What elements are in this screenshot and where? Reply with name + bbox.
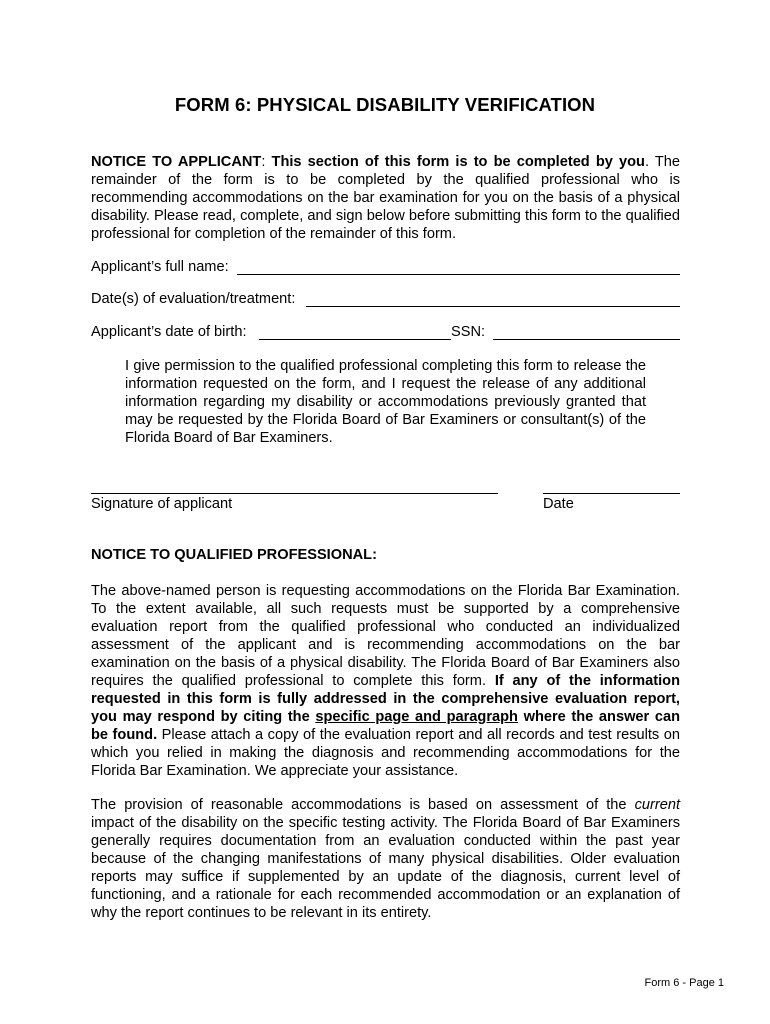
notice-professional-paragraph-1 <box>91 582 680 780</box>
para1-text: The above-named person is requesting accommodations on the Florida Bar Examination. To the extent available, all such requests must be supported by a comprehensive evaluation report from the qualified professional who conducted an individualized assessment of the applicant and is recommending accommodations on the bar examination on the basis of a physical disability. The Florida Board of Bar Examiners also requires the qualified professional to complete this form. <box>91 583 680 689</box>
signature-date-label: Date <box>543 496 574 512</box>
para1-text-b: Please attach a copy of the evaluation report and all records and test results on which you relied in making the diagnosis and recommending accommodations for the Florida Bar Examination. We appreciate your assistance. <box>91 727 680 779</box>
para1-bold-a: If any of the information requested in this form is fully addressed in the comprehensive evaluation report, you may respond by citing the <box>91 673 680 725</box>
dob-ssn-row <box>91 323 680 343</box>
full-name-field[interactable] <box>237 274 680 275</box>
signature-date-line[interactable] <box>543 493 680 494</box>
notice-applicant-text: . The remainder of the form is to be completed by the qualified professional who is recommending accommodations on the bar examination for you on the basis of a physical disability. Please read, complete, and sign below before submitting this form to the qualified professional for completion of the remainder of this form. <box>91 154 681 242</box>
full-name-row <box>91 258 680 278</box>
ssn-label: SSN: <box>451 324 486 340</box>
notice-to-applicant <box>91 153 680 243</box>
notice-applicant-colon: : <box>261 154 272 170</box>
notice-professional-heading: NOTICE TO QUALIFIED PROFESSIONAL: <box>91 547 377 563</box>
para2-italic: current <box>634 797 680 813</box>
para2-text-b: impact of the disability on the specific testing activity. The Florida Board of Bar Examiners generally requires documentation from an evaluation conducted within the past year because of the changing manifestations of many physical disabilities. Older evaluation reports may suffice if supplemented by an update of the diagnosis, current level of functioning, and a rationale for each recommended accommodation or an explanation of why the report continues to be relevant in its entirety. <box>91 815 680 921</box>
dates-row <box>91 290 680 310</box>
form-title: FORM 6: PHYSICAL DISABILITY VERIFICATION <box>174 94 596 115</box>
dates-label: Date(s) of evaluation/treatment: <box>91 291 296 307</box>
para1-bold-b: where the answer can be found. <box>91 709 681 743</box>
dates-field[interactable] <box>306 306 680 307</box>
permission-statement <box>125 357 646 447</box>
signature-label: Signature of applicant <box>91 496 233 512</box>
para2-text-a: The provision of reasonable accommodations is based on assessment of the <box>91 797 635 813</box>
full-name-label: Applicant’s full name: <box>91 259 229 275</box>
page-footer: Form 6 - Page 1 <box>644 977 724 989</box>
signature-line[interactable] <box>91 493 498 494</box>
dob-label: Applicant’s date of birth: <box>91 324 247 340</box>
notice-applicant-bold-text: This section of this form is to be completed by you <box>271 154 645 170</box>
dob-field[interactable] <box>259 339 451 340</box>
para1-bold-underline: specific page and paragraph <box>315 709 518 725</box>
permission-text: I give permission to the qualified professional completing this form to release the information requested on the form, and I request the release of any additional information regarding my disability or accommodations previously granted that may be requested by the Florida Board of Bar Examiners or consultant(s) of the Florida Board of Bar Examiners. <box>125 358 646 446</box>
ssn-field[interactable] <box>493 339 680 340</box>
notice-applicant-heading: NOTICE TO APPLICANT <box>91 154 262 170</box>
notice-professional-paragraph-2 <box>91 796 680 922</box>
